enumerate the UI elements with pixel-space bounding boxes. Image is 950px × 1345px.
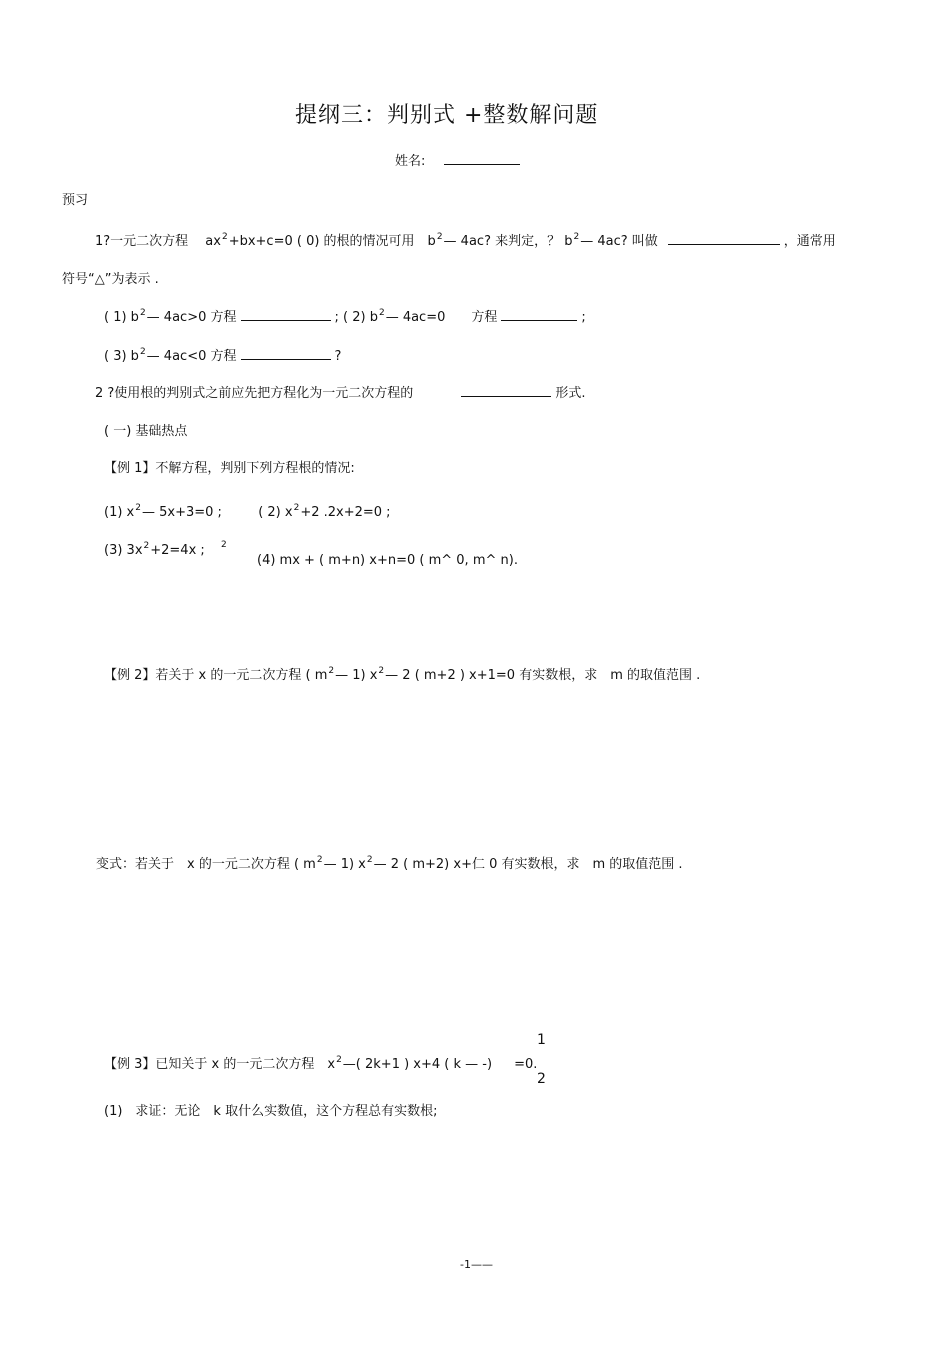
- name-field: [395, 150, 524, 169]
- example-1-item-1-2: (1) $x^2—$ 5x+3=0 ; ( 2) $x^2+2$ .2x+2=0 ;: [104, 503, 391, 520]
- example-3-part-1: (1) 求证：无论 k 取什么实数值，这个方程总有实数根;: [104, 1104, 438, 1119]
- answer-blank: [241, 308, 331, 321]
- example-3: 【例 3】已知关于 x 的一元二次方程 $x^2—$( 2k+1 ) x+4 ( k — -) =0.: [104, 1055, 538, 1072]
- page-title: 提纲三：判别式 +整数解问题: [295, 103, 599, 128]
- fraction-denominator: 2: [537, 1071, 546, 1087]
- name-blank: [444, 152, 520, 165]
- answer-blank: [668, 232, 780, 245]
- page-number: -1——: [460, 1258, 493, 1271]
- example-1-heading: 【例 1】不解方程，判别下列方程根的情况:: [104, 461, 355, 476]
- question-1-cases-1-2: ( 1) $b^2—$ 4ac>0 方程 ; ( 2) $b^2—$ 4ac=0 方程 ;: [104, 308, 586, 325]
- section-heading: ( 一) 基础热点: [104, 424, 188, 439]
- answer-blank: [241, 347, 331, 360]
- question-1: 1?一元二次方程 $ax^2+bx+c=0$ ( 0) 的根的情况可用 $b^2—$ 4ac? 来判定，？ $b^2—$ 4ac? 叫做 ，通常用: [95, 232, 836, 249]
- name-label: 姓名:: [395, 154, 426, 169]
- answer-blank: [501, 308, 577, 321]
- answer-blank: [461, 384, 551, 397]
- preview-label: 预习: [62, 193, 89, 208]
- example-2: 【例 2】若关于 x 的一元二次方程 ( $m^2—$ 1) $x^2—$ 2 ( m+2 ) x+1=0 有实数根，求 m 的取值范围 .: [104, 666, 701, 683]
- example-1-item-4: (4) mx + ( m+n) x+n=0 ( m^ 0, m^ n).: [257, 553, 518, 568]
- example-1-item-3: (3) $3x^2+2=4x$ ;: [104, 541, 205, 558]
- variant-problem: 变式：若关于 x 的一元二次方程 ( $m^2—$ 1) $x^2—$ 2 ( m+2) x+仁 0 有实数根，求 m 的取值范围 .: [96, 855, 683, 872]
- stray-superscript: 2: [221, 540, 227, 550]
- question-1-continued: 符号“△”为表示 .: [62, 272, 159, 287]
- fraction-numerator: 1: [537, 1032, 546, 1048]
- question-1-case-3: ( 3) $b^2—$ 4ac<0 方程 ?: [104, 347, 342, 364]
- question-2: 2 ?使用根的判别式之前应先把方程化为一元二次方程的 形式.: [95, 386, 586, 401]
